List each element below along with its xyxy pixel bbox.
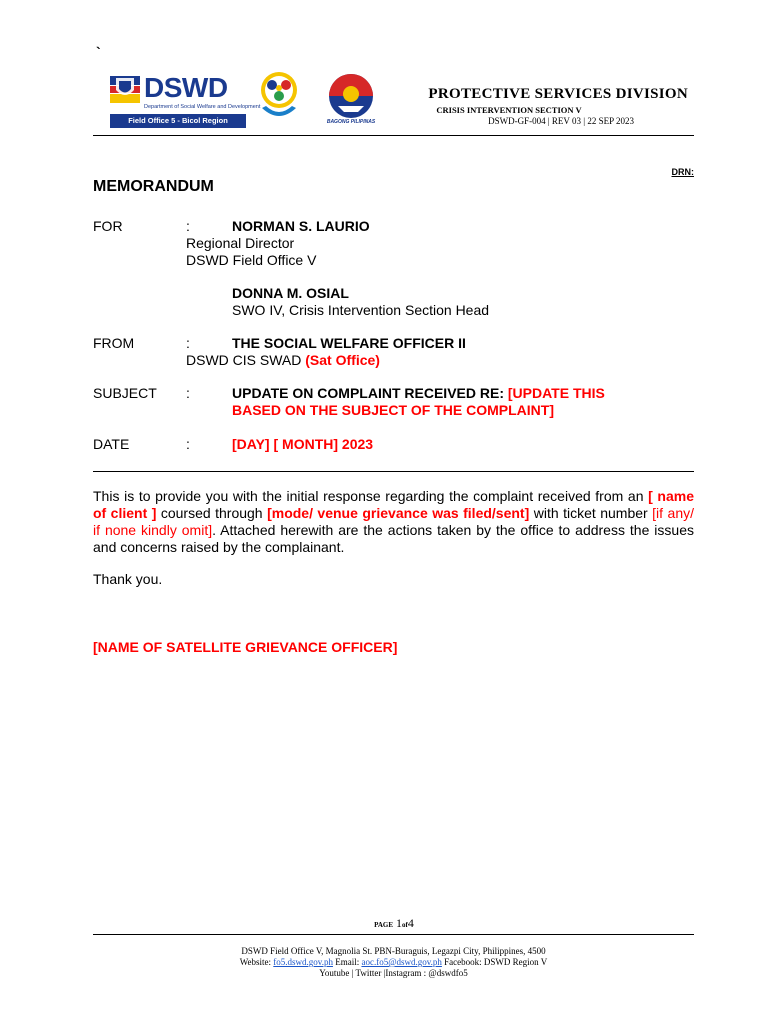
- for-name: NORMAN S. LAURIO: [232, 218, 370, 234]
- for-office: DSWD Field Office V: [186, 252, 317, 268]
- subject-placeholder-2: BASED ON THE SUBJECT OF THE COMPLAINT]: [232, 402, 555, 418]
- page-total: 4: [407, 916, 414, 930]
- from-office: [186, 352, 380, 368]
- footer-address: DSWD Field Office V, Magnolia St. PBN-Buraguis, Legazpi City, Philippines, 4500: [241, 946, 546, 956]
- website-label: Website:: [239, 957, 272, 967]
- p1-text-a: This is to provide you with the initial response regarding the complaint received from an: [93, 488, 644, 504]
- p1-client-placeholder: [ name of client ]: [93, 488, 694, 521]
- subject-line-1: [232, 385, 605, 401]
- bagong-pilipinas-label: BAGONG PILIPINAS: [326, 119, 376, 125]
- from-office-text: DSWD CIS SWAD: [186, 352, 302, 368]
- drn-label: DRN:: [671, 167, 694, 177]
- p1-mode-placeholder: [mode/ venue grievance was filed/sent]: [267, 505, 530, 521]
- subject-placeholder-1: [UPDATE THIS: [507, 385, 605, 401]
- stray-mark: `: [96, 44, 101, 60]
- from-office-sat: (Sat Office): [305, 352, 380, 368]
- subject-colon: :: [186, 385, 190, 401]
- date-label: DATE: [93, 436, 130, 452]
- form-code: DSWD-GF-004 | REV 03 | 22 SEP 2023: [488, 116, 634, 126]
- p1-text-c: with ticket number: [533, 505, 648, 521]
- body-paragraph: [93, 488, 694, 556]
- p1-text-b: coursed through: [160, 505, 263, 521]
- agency-seal-icon: [256, 68, 302, 126]
- page-word: PAGE: [374, 921, 394, 929]
- memo-title: MEMORANDUM: [93, 178, 214, 195]
- subject-label: SUBJECT: [93, 385, 157, 401]
- p1-text-d: . Attached herewith are the actions taken by the office to address the issues and concerns raised by the complainant.: [93, 522, 694, 555]
- signatory-placeholder: [NAME OF SATELLITE GRIEVANCE OFFICER]: [93, 639, 398, 655]
- email-label: Email:: [335, 957, 360, 967]
- from-colon: :: [186, 335, 190, 351]
- field-office-banner: Field Office 5 - Bicol Region: [110, 114, 246, 128]
- dswd-mark-icon: [110, 76, 140, 104]
- page-of: of: [402, 921, 408, 929]
- page-current: 1: [396, 916, 403, 930]
- body-divider: [93, 471, 694, 472]
- dswd-wordmark: DSWD: [144, 72, 228, 103]
- facebook-text: Facebook: DSWD Region V: [444, 957, 548, 967]
- date-value: [DAY] [ MONTH] 2023: [232, 436, 374, 452]
- dswd-department-name: Department of Social Welfare and Development: [144, 104, 261, 110]
- closing-thanks: Thank you.: [93, 571, 163, 587]
- footer-divider: [93, 934, 694, 935]
- page-number: [0, 916, 768, 931]
- for-label: FOR: [93, 218, 123, 234]
- division-title: PROTECTIVE SERVICES DIVISION: [428, 86, 688, 102]
- for-colon: :: [186, 218, 190, 234]
- header-divider: [93, 135, 694, 136]
- bagong-pilipinas-icon: [314, 72, 388, 120]
- p1-ticket-placeholder: [if any/ if none kindly omit]: [93, 505, 694, 538]
- website-link[interactable]: fo5.dswd.gov.ph: [273, 957, 333, 967]
- dswd-logo: [110, 72, 261, 130]
- for-position: Regional Director: [186, 235, 295, 251]
- footer-social: Youtube | Twitter |Instagram : @dswdfo5: [319, 968, 468, 978]
- email-link[interactable]: aoc.fo5@dswd.gov.ph: [361, 957, 442, 967]
- section-subtitle: CRISIS INTERVENTION SECTION V: [436, 105, 582, 115]
- bagong-pilipinas-logo: [314, 72, 388, 130]
- from-label: FROM: [93, 335, 135, 351]
- cc-name: DONNA M. OSIAL: [232, 285, 349, 301]
- subject-prefix: UPDATE ON COMPLAINT RECEIVED RE:: [232, 385, 504, 401]
- cc-position: SWO IV, Crisis Intervention Section Head: [232, 302, 490, 318]
- date-colon: :: [186, 436, 190, 452]
- footer-contacts: [93, 957, 694, 967]
- from-name: THE SOCIAL WELFARE OFFICER II: [232, 335, 466, 351]
